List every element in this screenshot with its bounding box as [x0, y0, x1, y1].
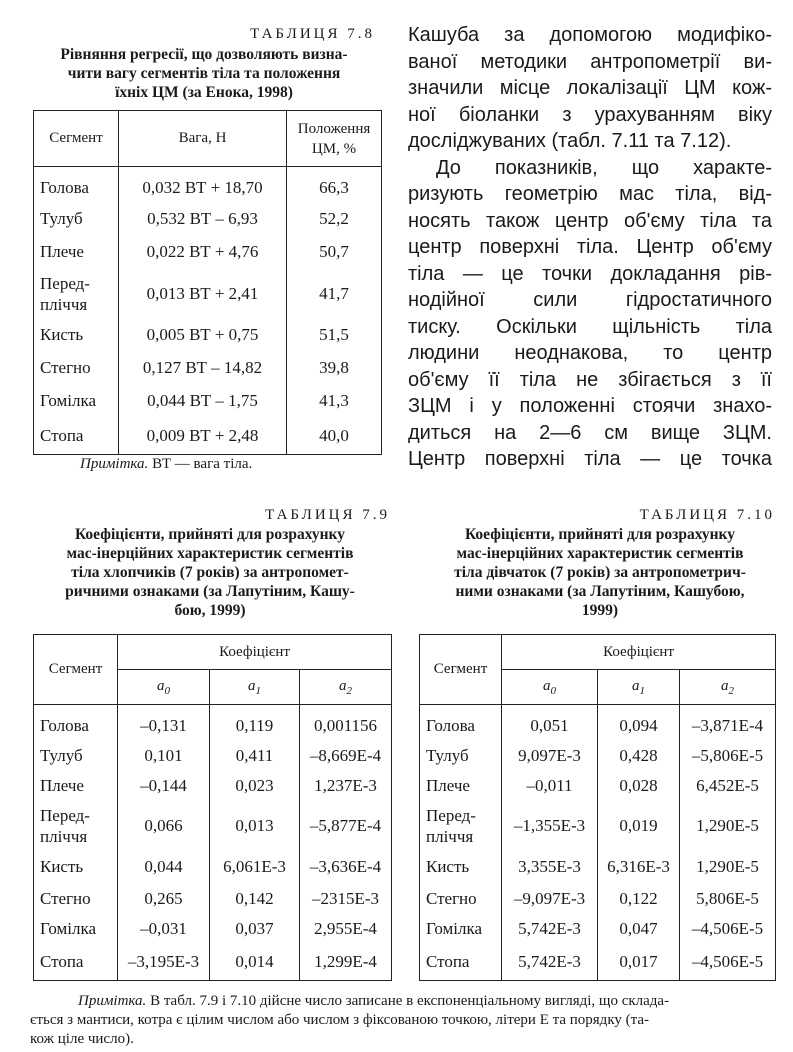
text-line: тіла — це точки докладання рів- [408, 262, 772, 285]
caption-line: ричними ознаками (за Лапутіним, Кашу- [65, 583, 355, 600]
caption-line: ними ознаками (за Лапутіним, Кашубою, [455, 583, 745, 600]
table-row [34, 801, 392, 851]
table-7-10-body [420, 705, 776, 981]
text-line: Кашуба за допомогою модифіко- [408, 24, 772, 46]
cell-a2: –8,669Е-4 [300, 741, 392, 771]
cell-a1: 0,037 [210, 914, 300, 944]
cell-a2: 2,955Е-4 [300, 914, 392, 944]
text-line: ної біоланки з урахуванням віку [408, 103, 772, 126]
cell-weight: 0,009 ВТ + 2,48 [119, 418, 287, 455]
cell-a2: –3,871Е-4 [680, 705, 776, 741]
table-row [420, 914, 776, 944]
table-row [34, 851, 392, 884]
cell-segment: Тулуб [34, 203, 119, 236]
cell-segment: Кисть [420, 851, 502, 884]
header-coefficient: Коефіцієнт [502, 635, 776, 670]
table-row [34, 884, 392, 914]
table-row [420, 705, 776, 741]
cell-position: 41,3 [287, 385, 382, 418]
table-row [420, 944, 776, 981]
cell-segment: Кисть [34, 851, 118, 884]
table-row [420, 801, 776, 851]
note-label: Примітка. [80, 456, 149, 472]
table-7-10-label: ТАБЛИЦЯ 7.10 [639, 507, 775, 523]
cell-position: 66,3 [287, 167, 382, 203]
caption-line: тіла хлопчиків (7 років) за антропомет- [71, 564, 349, 581]
caption-line: чити вагу сегментів тіла та положення [67, 65, 341, 82]
text-line: ризують геометрію мас тіла, від- [408, 183, 772, 205]
table-7-8-label: ТАБЛИЦЯ 7.8 [250, 26, 375, 42]
cell-a2: 5,806Е-5 [680, 884, 776, 914]
cell-segment: Гомілка [420, 914, 502, 944]
caption-line: їхніх ЦМ (за Енока, 1998) [115, 84, 293, 101]
table-7-8 [33, 110, 382, 455]
cell-a0: –9,097Е-3 [502, 884, 598, 914]
header-a2: $a_2$ [300, 670, 392, 705]
cell-segment: Плече [34, 236, 119, 269]
cell-a2: –3,636Е-4 [300, 851, 392, 884]
cell-position: 41,7 [287, 269, 382, 319]
footnote-line [30, 992, 775, 1011]
cell-segment: Стопа [420, 944, 502, 981]
text-line: людини неоднакова, то центр [408, 342, 772, 364]
cell-segment: Стегно [34, 352, 119, 385]
cell-a2: –4,506Е-5 [680, 914, 776, 944]
cell-weight: 0,005 ВТ + 0,75 [119, 319, 287, 352]
cell-weight: 0,013 ВТ + 2,41 [119, 269, 287, 319]
footnote-text: В табл. 7.9 і 7.10 дійсне число записане в експоненціальному вигляді, що склада- [146, 993, 670, 1009]
text-line: ЗЦМ і у положенні стоячи знахо- [408, 395, 772, 417]
table-row [34, 203, 382, 236]
table-row [34, 385, 382, 418]
cell-segment: Перед- пліччя [34, 801, 118, 851]
table-row [34, 741, 392, 771]
text-line: носять також центр об'єму тіла та [408, 209, 772, 232]
cell-a0: –0,144 [118, 771, 210, 801]
footnote-line: кож ціле число). [30, 1031, 134, 1047]
text-line: ваної методики антропометрії ви- [408, 50, 772, 73]
table-row [34, 705, 392, 741]
table-7-9 [33, 634, 392, 981]
text-line: центр поверхні тіла. Центр об'єму [408, 236, 772, 258]
cell-segment: Плече [420, 771, 502, 801]
header-coefficient: Коефіцієнт [118, 635, 392, 670]
cell-a2: –5,877Е-4 [300, 801, 392, 851]
cell-a1: 6,061Е-3 [210, 851, 300, 884]
text-line: тиску. Оскільки щільність тіла [408, 315, 772, 338]
cell-a1: 0,014 [210, 944, 300, 981]
table-7-10 [419, 634, 776, 981]
table-row [420, 851, 776, 884]
cell-a1: 0,428 [598, 741, 680, 771]
cell-segment: Тулуб [420, 741, 502, 771]
table-row [420, 884, 776, 914]
table-row [34, 944, 392, 981]
text-line: значили місце локалізації ЦМ кож- [408, 77, 772, 99]
cell-a0: 0,066 [118, 801, 210, 851]
cell-a2: –4,506Е-5 [680, 944, 776, 981]
cell-a1: 0,122 [598, 884, 680, 914]
cell-weight: 0,532 ВТ – 6,93 [119, 203, 287, 236]
cell-a0: –0,011 [502, 771, 598, 801]
cell-weight: 0,044 ВТ – 1,75 [119, 385, 287, 418]
header-segment: Сегмент [34, 111, 119, 167]
cell-a0: –1,355Е-3 [502, 801, 598, 851]
table-7-9-body [34, 705, 392, 981]
cell-a0: 5,742Е-3 [502, 944, 598, 981]
cell-segment: Голова [34, 705, 118, 741]
table-7-8-note [80, 455, 252, 474]
header-segment: Сегмент [420, 635, 502, 705]
caption-line: мас-інерційних характеристик сегментів [66, 545, 354, 562]
cell-a0: 9,097Е-3 [502, 741, 598, 771]
cell-a1: 0,028 [598, 771, 680, 801]
cell-segment: Стопа [34, 418, 119, 455]
caption-line: мас-інерційних характеристик сегментів [456, 545, 744, 562]
cell-a0: 0,044 [118, 851, 210, 884]
footnote-line: ється з мантиси, котра є цілим числом або числом з фіксованою точкою, літери Е та порядку (та- [30, 1012, 650, 1028]
header-weight: Вага, Н [119, 111, 287, 167]
caption-line: Коефіцієнти, прийняті для розрахунку [74, 526, 346, 543]
cell-segment: Стегно [420, 884, 502, 914]
table-row [34, 352, 382, 385]
cell-a2: 0,001156 [300, 705, 392, 741]
cell-segment: Голова [420, 705, 502, 741]
cell-segment: Гомілка [34, 914, 118, 944]
cell-segment: Плече [34, 771, 118, 801]
cell-a1: 0,013 [210, 801, 300, 851]
footnote [30, 992, 775, 1049]
cell-segment: Гомілка [34, 385, 119, 418]
cell-segment: Перед- пліччя [34, 269, 119, 319]
caption-line: 1999) [581, 602, 619, 619]
header-a1: $a_1$ [598, 670, 680, 705]
cell-position: 39,8 [287, 352, 382, 385]
text-line: диться на 2—6 см вище ЗЦМ. [408, 421, 772, 444]
cell-position: 51,5 [287, 319, 382, 352]
cell-a0: 3,355Е-3 [502, 851, 598, 884]
table-7-8-body [34, 167, 382, 455]
table-7-8-caption [28, 45, 380, 102]
text-line: Центр поверхні тіла — це точка [408, 448, 772, 470]
cell-a2: 1,290Е-5 [680, 801, 776, 851]
caption-line: тіла дівчаток (7 років) за антропометрич- [454, 564, 746, 581]
table-row [34, 236, 382, 269]
cell-a0: 0,265 [118, 884, 210, 914]
cell-a2: 1,299Е-4 [300, 944, 392, 981]
header-a0: $a_0$ [118, 670, 210, 705]
cell-segment: Голова [34, 167, 119, 203]
cell-a1: 0,119 [210, 705, 300, 741]
cell-a0: –3,195Е-3 [118, 944, 210, 981]
header-a0: $a_0$ [502, 670, 598, 705]
cell-weight: 0,127 ВТ – 14,82 [119, 352, 287, 385]
header-position: Положення ЦМ, % [287, 111, 382, 167]
cell-a0: 5,742Е-3 [502, 914, 598, 944]
table-7-9-label: ТАБЛИЦЯ 7.9 [265, 507, 390, 523]
header-a2: $a_2$ [680, 670, 776, 705]
cell-a0: 0,051 [502, 705, 598, 741]
cell-a1: 0,019 [598, 801, 680, 851]
table-row [34, 771, 392, 801]
table-row [34, 167, 382, 203]
cell-a1: 0,094 [598, 705, 680, 741]
cell-a2: –2315Е-3 [300, 884, 392, 914]
cell-a1: 0,411 [210, 741, 300, 771]
caption-line: бою, 1999) [174, 602, 246, 619]
table-7-10-caption [415, 525, 785, 620]
footnote-label: Примітка. [78, 993, 147, 1009]
table-row [34, 319, 382, 352]
cell-a1: 6,316Е-3 [598, 851, 680, 884]
cell-a0: 0,101 [118, 741, 210, 771]
cell-a2: 1,290Е-5 [680, 851, 776, 884]
text-line: об'єму її тіла не збігається з її [408, 368, 772, 391]
text-line: досліджуваних (табл. 7.11 та 7.12). [408, 130, 732, 152]
cell-segment: Перед- пліччя [420, 801, 502, 851]
note-text: ВТ — вага тіла. [148, 456, 253, 472]
caption-line: Коефіцієнти, прийняті для розрахунку [464, 526, 736, 543]
cell-a1: 0,142 [210, 884, 300, 914]
table-row [34, 269, 382, 319]
caption-line: Рівняння регресії, що дозволяють визна- [60, 46, 348, 63]
text-line: До показників, що характе- [436, 156, 772, 179]
cell-a2: –5,806Е-5 [680, 741, 776, 771]
body-text [408, 22, 772, 473]
cell-segment: Стегно [34, 884, 118, 914]
table-row [420, 771, 776, 801]
cell-a2: 1,237Е-3 [300, 771, 392, 801]
cell-a0: –0,131 [118, 705, 210, 741]
header-a1: $a_1$ [210, 670, 300, 705]
cell-a0: –0,031 [118, 914, 210, 944]
cell-segment: Стопа [34, 944, 118, 981]
cell-a2: 6,452Е-5 [680, 771, 776, 801]
cell-a1: 0,047 [598, 914, 680, 944]
cell-position: 52,2 [287, 203, 382, 236]
text-line: нодійної сили гідростатичного [408, 289, 772, 311]
cell-a1: 0,023 [210, 771, 300, 801]
table-row [34, 914, 392, 944]
cell-segment: Тулуб [34, 741, 118, 771]
cell-position: 50,7 [287, 236, 382, 269]
table-row [420, 741, 776, 771]
cell-position: 40,0 [287, 418, 382, 455]
header-segment: Сегмент [34, 635, 118, 705]
cell-weight: 0,032 ВТ + 18,70 [119, 167, 287, 203]
cell-a1: 0,017 [598, 944, 680, 981]
cell-segment: Кисть [34, 319, 119, 352]
table-7-9-caption [26, 525, 394, 620]
table-row [34, 418, 382, 455]
cell-weight: 0,022 ВТ + 4,76 [119, 236, 287, 269]
